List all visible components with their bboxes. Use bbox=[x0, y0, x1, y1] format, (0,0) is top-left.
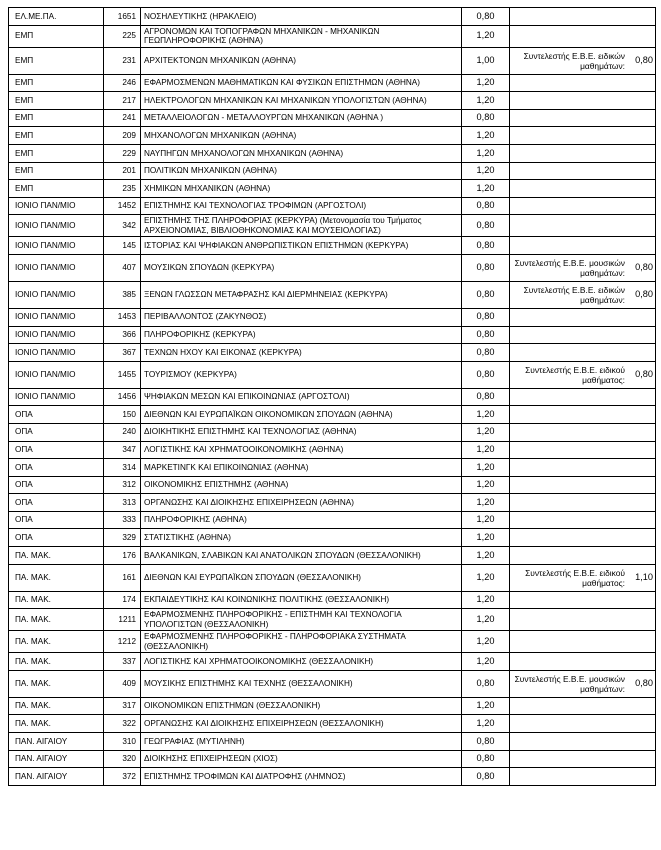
table-row bbox=[9, 237, 656, 255]
department-code-cell: 407 bbox=[104, 254, 141, 281]
table-row bbox=[9, 670, 656, 697]
department-name-cell: ΟΙΚΟΝΟΜΙΚΗΣ ΕΠΙΣΤΗΜΗΣ (ΑΘΗΝΑ) bbox=[141, 476, 462, 494]
table-row bbox=[9, 144, 656, 162]
department-code-cell: 201 bbox=[104, 162, 141, 180]
institution-cell: ΙΟΝΙΟ ΠΑΝ/ΜΙΟ bbox=[9, 237, 104, 255]
department-code-cell: 1212 bbox=[104, 631, 141, 653]
department-code-cell: 347 bbox=[104, 441, 141, 459]
department-name-cell: ΜΑΡΚΕΤΙΝΓΚ ΚΑΙ ΕΠΙΚΟΙΝΩΝΙΑΣ (ΑΘΗΝΑ) bbox=[141, 459, 462, 477]
special-coefficient-cell bbox=[510, 476, 656, 494]
special-coefficient-cell bbox=[510, 8, 656, 26]
institution-cell: ΕΛ.ΜΕ.ΠΑ. bbox=[9, 8, 104, 26]
coefficient-cell: 1,20 bbox=[462, 406, 510, 424]
department-code-cell: 320 bbox=[104, 750, 141, 768]
department-code-cell: 342 bbox=[104, 215, 141, 237]
special-coefficient-cell bbox=[510, 697, 656, 715]
special-coefficient-value: 0,80 bbox=[635, 54, 653, 65]
department-name-cell: ΙΣΤΟΡΙΑΣ ΚΑΙ ΨΗΦΙΑΚΩΝ ΑΝΘΡΩΠΙΣΤΙΚΩΝ ΕΠΙΣΤΗΜΩΝ (ΚΕΡΚΥΡΑ) bbox=[141, 237, 462, 255]
coefficient-cell: 1,20 bbox=[462, 476, 510, 494]
coefficient-cell: 1,20 bbox=[462, 494, 510, 512]
table-row bbox=[9, 547, 656, 565]
special-coefficient-value: 1,10 bbox=[635, 571, 653, 582]
table-row bbox=[9, 281, 656, 308]
department-code-cell: 317 bbox=[104, 697, 141, 715]
special-coefficient-note bbox=[512, 285, 653, 305]
table-row bbox=[9, 197, 656, 215]
institution-cell: ΠΑ. ΜΑΚ. bbox=[9, 697, 104, 715]
coefficient-cell: 0,80 bbox=[462, 388, 510, 406]
coefficient-cell: 1,20 bbox=[462, 697, 510, 715]
table-row bbox=[9, 361, 656, 388]
department-code-cell: 366 bbox=[104, 326, 141, 344]
institution-cell: ΟΠΑ bbox=[9, 511, 104, 529]
department-code-cell: 176 bbox=[104, 547, 141, 565]
department-name-cell: ΝΟΣΗΛΕΥΤΙΚΗΣ (ΗΡΑΚΛΕΙΟ) bbox=[141, 8, 462, 26]
institution-cell: ΠΑΝ. ΑΙΓΑΙΟΥ bbox=[9, 733, 104, 751]
coefficient-cell: 0,80 bbox=[462, 254, 510, 281]
special-coefficient-cell bbox=[510, 494, 656, 512]
special-coefficient-cell bbox=[510, 144, 656, 162]
department-name-cell: ΛΟΓΙΣΤΙΚΗΣ ΚΑΙ ΧΡΗΜΑΤΟΟΙΚΟΝΟΜΙΚΗΣ (ΘΕΣΣΑΛΟΝΙΚΗ) bbox=[141, 653, 462, 671]
table-row bbox=[9, 326, 656, 344]
institution-cell: ΙΟΝΙΟ ΠΑΝ/ΜΙΟ bbox=[9, 197, 104, 215]
institution-cell: ΙΟΝΙΟ ΠΑΝ/ΜΙΟ bbox=[9, 254, 104, 281]
department-name-cell: ΕΠΙΣΤΗΜΗΣ ΤΡΟΦΙΜΩΝ ΚΑΙ ΔΙΑΤΡΟΦΗΣ (ΛΗΜΝΟΣ) bbox=[141, 768, 462, 786]
table-row bbox=[9, 591, 656, 609]
institution-cell: ΟΠΑ bbox=[9, 423, 104, 441]
table-row bbox=[9, 750, 656, 768]
department-name-cell: ΧΗΜΙΚΩΝ ΜΗΧΑΝΙΚΩΝ (ΑΘΗΝΑ) bbox=[141, 180, 462, 198]
coefficient-cell: 1,20 bbox=[462, 180, 510, 198]
department-name-cell: ΔΙΟΙΚΗΣΗΣ ΕΠΙΧΕΙΡΗΣΕΩΝ (ΧΙΟΣ) bbox=[141, 750, 462, 768]
institution-cell: ΠΑΝ. ΑΙΓΑΙΟΥ bbox=[9, 768, 104, 786]
department-name-cell: ΠΛΗΡΟΦΟΡΙΚΗΣ (ΑΘΗΝΑ) bbox=[141, 511, 462, 529]
table-row bbox=[9, 92, 656, 110]
special-coefficient-label: Συντελεστής Ε.Β.Ε. μουσικών μαθημάτων: bbox=[514, 257, 625, 278]
department-code-cell: 240 bbox=[104, 423, 141, 441]
coefficient-cell: 1,20 bbox=[462, 162, 510, 180]
institution-cell: ΙΟΝΙΟ ΠΑΝ/ΜΙΟ bbox=[9, 215, 104, 237]
department-name-cell: ΣΤΑΤΙΣΤΙΚΗΣ (ΑΘΗΝΑ) bbox=[141, 529, 462, 547]
institution-cell: ΙΟΝΙΟ ΠΑΝ/ΜΙΟ bbox=[9, 361, 104, 388]
table-row bbox=[9, 8, 656, 26]
special-coefficient-cell bbox=[510, 733, 656, 751]
table-row bbox=[9, 564, 656, 591]
institution-cell: ΕΜΠ bbox=[9, 74, 104, 92]
department-code-cell: 246 bbox=[104, 74, 141, 92]
special-coefficient-cell bbox=[510, 47, 656, 74]
table-row bbox=[9, 768, 656, 786]
coefficient-cell: 0,80 bbox=[462, 361, 510, 388]
special-coefficient-cell bbox=[510, 344, 656, 362]
department-code-cell: 333 bbox=[104, 511, 141, 529]
department-name-cell: ΠΕΡΙΒΑΛΛΟΝΤΟΣ (ΖΑΚΥΝΘΟΣ) bbox=[141, 308, 462, 326]
special-coefficient-cell bbox=[510, 215, 656, 237]
coefficient-cell: 0,80 bbox=[462, 109, 510, 127]
department-code-cell: 337 bbox=[104, 653, 141, 671]
coefficient-cell: 1,20 bbox=[462, 92, 510, 110]
coefficient-cell: 1,20 bbox=[462, 441, 510, 459]
special-coefficient-cell bbox=[510, 653, 656, 671]
department-name-cell: ΜΟΥΣΙΚΗΣ ΕΠΙΣΤΗΜΗΣ ΚΑΙ ΤΕΧΝΗΣ (ΘΕΣΣΑΛΟΝΙΚΗ) bbox=[141, 670, 462, 697]
special-coefficient-cell bbox=[510, 127, 656, 145]
special-coefficient-value: 0,80 bbox=[635, 678, 653, 689]
department-code-cell: 145 bbox=[104, 237, 141, 255]
institution-cell: ΕΜΠ bbox=[9, 109, 104, 127]
table-row bbox=[9, 215, 656, 237]
special-coefficient-cell bbox=[510, 92, 656, 110]
institution-cell: ΕΜΠ bbox=[9, 162, 104, 180]
coefficient-cell: 1,20 bbox=[462, 74, 510, 92]
institution-cell: ΠΑ. ΜΑΚ. bbox=[9, 564, 104, 591]
department-name-cell: ΤΟΥΡΙΣΜΟΥ (ΚΕΡΚΥΡΑ) bbox=[141, 361, 462, 388]
coefficient-cell: 1,20 bbox=[462, 591, 510, 609]
table-row bbox=[9, 344, 656, 362]
coefficient-cell: 1,00 bbox=[462, 47, 510, 74]
institution-cell: ΠΑ. ΜΑΚ. bbox=[9, 670, 104, 697]
table-row bbox=[9, 25, 656, 47]
special-coefficient-cell bbox=[510, 459, 656, 477]
institution-cell: ΠΑ. ΜΑΚ. bbox=[9, 547, 104, 565]
special-coefficient-cell bbox=[510, 423, 656, 441]
special-coefficient-note bbox=[512, 674, 653, 694]
department-code-cell: 367 bbox=[104, 344, 141, 362]
table-row bbox=[9, 441, 656, 459]
special-coefficient-cell bbox=[510, 197, 656, 215]
special-coefficient-cell bbox=[510, 750, 656, 768]
special-coefficient-cell bbox=[510, 564, 656, 591]
coefficients-table bbox=[8, 7, 656, 786]
institution-cell: ΕΜΠ bbox=[9, 144, 104, 162]
coefficient-cell: 0,80 bbox=[462, 281, 510, 308]
special-coefficient-cell bbox=[510, 180, 656, 198]
institution-cell: ΟΠΑ bbox=[9, 476, 104, 494]
coefficient-cell: 1,20 bbox=[462, 423, 510, 441]
coefficient-cell: 0,80 bbox=[462, 8, 510, 26]
coefficient-cell: 1,20 bbox=[462, 511, 510, 529]
department-code-cell: 1455 bbox=[104, 361, 141, 388]
special-coefficient-cell bbox=[510, 254, 656, 281]
special-coefficient-cell bbox=[510, 441, 656, 459]
department-code-cell: 372 bbox=[104, 768, 141, 786]
department-name-cell: ΜΕΤΑΛΛΕΙΟΛΟΓΩΝ - ΜΕΤΑΛΛΟΥΡΓΩΝ ΜΗΧΑΝΙΚΩΝ (ΑΘΗΝΑ ) bbox=[141, 109, 462, 127]
special-coefficient-label: Συντελεστής Ε.Β.Ε. ειδικών μαθημάτων: bbox=[523, 50, 625, 71]
special-coefficient-cell bbox=[510, 670, 656, 697]
department-name-cell: ΗΛΕΚΤΡΟΛΟΓΩΝ ΜΗΧΑΝΙΚΩΝ ΚΑΙ ΜΗΧΑΝΙΚΩΝ ΥΠΟΛΟΓΙΣΤΩΝ (ΑΘΗΝΑ) bbox=[141, 92, 462, 110]
special-coefficient-label: Συντελεστής Ε.Β.Ε. ειδικών μαθημάτων: bbox=[523, 284, 625, 305]
institution-cell: ΠΑ. ΜΑΚ. bbox=[9, 609, 104, 631]
table-row bbox=[9, 180, 656, 198]
table-row bbox=[9, 631, 656, 653]
department-code-cell: 312 bbox=[104, 476, 141, 494]
department-code-cell: 1452 bbox=[104, 197, 141, 215]
institution-cell: ΙΟΝΙΟ ΠΑΝ/ΜΙΟ bbox=[9, 308, 104, 326]
department-name-cell: ΠΛΗΡΟΦΟΡΙΚΗΣ (ΚΕΡΚΥΡΑ) bbox=[141, 326, 462, 344]
coefficient-cell: 1,20 bbox=[462, 144, 510, 162]
table-row bbox=[9, 74, 656, 92]
institution-cell: ΟΠΑ bbox=[9, 406, 104, 424]
department-code-cell: 174 bbox=[104, 591, 141, 609]
table-row bbox=[9, 715, 656, 733]
department-name-cell: ΕΦΑΡΜΟΣΜΕΝΩΝ ΜΑΘΗΜΑΤΙΚΩΝ ΚΑΙ ΦΥΣΙΚΩΝ ΕΠΙΣΤΗΜΩΝ (ΑΘΗΝΑ) bbox=[141, 74, 462, 92]
special-coefficient-note bbox=[512, 51, 653, 71]
department-name-cell: ΟΙΚΟΝΟΜΙΚΩΝ ΕΠΙΣΤΗΜΩΝ (ΘΕΣΣΑΛΟΝΙΚΗ) bbox=[141, 697, 462, 715]
institution-cell: ΠΑ. ΜΑΚ. bbox=[9, 591, 104, 609]
coefficient-cell: 1,20 bbox=[462, 547, 510, 565]
department-name-cell: ΜΗΧΑΝΟΛΟΓΩΝ ΜΗΧΑΝΙΚΩΝ (ΑΘΗΝΑ) bbox=[141, 127, 462, 145]
special-coefficient-cell bbox=[510, 361, 656, 388]
special-coefficient-cell bbox=[510, 609, 656, 631]
department-name-cell: ΜΟΥΣΙΚΩΝ ΣΠΟΥΔΩΝ (ΚΕΡΚΥΡΑ) bbox=[141, 254, 462, 281]
special-coefficient-cell bbox=[510, 631, 656, 653]
institution-cell: ΟΠΑ bbox=[9, 529, 104, 547]
department-name-cell: ΔΙΕΘΝΩΝ ΚΑΙ ΕΥΡΩΠΑΪΚΩΝ ΣΠΟΥΔΩΝ (ΘΕΣΣΑΛΟΝΙΚΗ) bbox=[141, 564, 462, 591]
special-coefficient-cell bbox=[510, 715, 656, 733]
special-coefficient-cell bbox=[510, 308, 656, 326]
table-row bbox=[9, 109, 656, 127]
table-row bbox=[9, 423, 656, 441]
department-code-cell: 1211 bbox=[104, 609, 141, 631]
special-coefficient-cell bbox=[510, 591, 656, 609]
department-code-cell: 217 bbox=[104, 92, 141, 110]
special-coefficient-cell bbox=[510, 281, 656, 308]
department-name-cell: ΕΦΑΡΜΟΣΜΕΝΗΣ ΠΛΗΡΟΦΟΡΙΚΗΣ - ΕΠΙΣΤΗΜΗ ΚΑΙ ΤΕΧΝΟΛΟΓΙΑ ΥΠΟΛΟΓΙΣΤΩΝ (ΘΕΣΣΑΛΟΝΙΚΗ) bbox=[141, 609, 462, 631]
institution-cell: ΠΑ. ΜΑΚ. bbox=[9, 631, 104, 653]
institution-cell: ΟΠΑ bbox=[9, 459, 104, 477]
institution-cell: ΕΜΠ bbox=[9, 127, 104, 145]
department-name-cell: ΕΚΠΑΙΔΕΥΤΙΚΗΣ ΚΑΙ ΚΟΙΝΩΝΙΚΗΣ ΠΟΛΙΤΙΚΗΣ (ΘΕΣΣΑΛΟΝΙΚΗ) bbox=[141, 591, 462, 609]
table-row bbox=[9, 653, 656, 671]
coefficient-cell: 0,80 bbox=[462, 670, 510, 697]
special-coefficient-label: Συντελεστής Ε.Β.Ε. ειδικού μαθήματος: bbox=[525, 567, 625, 588]
coefficient-cell: 0,80 bbox=[462, 733, 510, 751]
institution-cell: ΙΟΝΙΟ ΠΑΝ/ΜΙΟ bbox=[9, 388, 104, 406]
table-row bbox=[9, 47, 656, 74]
special-coefficient-cell bbox=[510, 529, 656, 547]
table-row bbox=[9, 308, 656, 326]
department-name-cell: ΕΠΙΣΤΗΜΗΣ ΤΗΣ ΠΛΗΡΟΦΟΡΙΑΣ (ΚΕΡΚΥΡΑ) (Μετονομασία του Τμήματος ΑΡΧΕΙΟΝΟΜΙΑΣ, ΒΙΒΛΙΟΘΗΚΟΝΟΜΙΑΣ ΚΑΙ ΜΟΥΣΕΙΟΛΟΓΙΑΣ) bbox=[141, 215, 462, 237]
table-row bbox=[9, 733, 656, 751]
table-row bbox=[9, 459, 656, 477]
table-row bbox=[9, 609, 656, 631]
special-coefficient-cell bbox=[510, 109, 656, 127]
department-code-cell: 322 bbox=[104, 715, 141, 733]
special-coefficient-cell bbox=[510, 768, 656, 786]
special-coefficient-cell bbox=[510, 511, 656, 529]
department-name-cell: ΠΟΛΙΤΙΚΩΝ ΜΗΧΑΝΙΚΩΝ (ΑΘΗΝΑ) bbox=[141, 162, 462, 180]
coefficient-cell: 0,80 bbox=[462, 750, 510, 768]
coefficient-cell: 0,80 bbox=[462, 326, 510, 344]
coefficient-cell: 1,20 bbox=[462, 25, 510, 47]
table-row bbox=[9, 127, 656, 145]
department-code-cell: 314 bbox=[104, 459, 141, 477]
table-row bbox=[9, 494, 656, 512]
special-coefficient-value: 0,80 bbox=[635, 262, 653, 273]
table-row bbox=[9, 254, 656, 281]
institution-cell: ΙΟΝΙΟ ΠΑΝ/ΜΙΟ bbox=[9, 344, 104, 362]
institution-cell: ΕΜΠ bbox=[9, 180, 104, 198]
department-code-cell: 1453 bbox=[104, 308, 141, 326]
institution-cell: ΕΜΠ bbox=[9, 25, 104, 47]
special-coefficient-value: 0,80 bbox=[635, 289, 653, 300]
department-name-cell: ΔΙΟΙΚΗΤΙΚΗΣ ΕΠΙΣΤΗΜΗΣ ΚΑΙ ΤΕΧΝΟΛΟΓΙΑΣ (ΑΘΗΝΑ) bbox=[141, 423, 462, 441]
coefficient-cell: 0,80 bbox=[462, 768, 510, 786]
department-code-cell: 235 bbox=[104, 180, 141, 198]
department-name-cell: ΕΦΑΡΜΟΣΜΕΝΗΣ ΠΛΗΡΟΦΟΡΙΚΗΣ - ΠΛΗΡΟΦΟΡΙΑΚΑ ΣΥΣΤΗΜΑΤΑ (ΘΕΣΣΑΛΟΝΙΚΗ) bbox=[141, 631, 462, 653]
coefficient-cell: 1,20 bbox=[462, 564, 510, 591]
department-name-cell: ΕΠΙΣΤΗΜΗΣ ΚΑΙ ΤΕΧΝΟΛΟΓΙΑΣ ΤΡΟΦΙΜΩΝ (ΑΡΓΟΣΤΟΛΙ) bbox=[141, 197, 462, 215]
department-code-cell: 1456 bbox=[104, 388, 141, 406]
department-name-cell: ΛΟΓΙΣΤΙΚΗΣ ΚΑΙ ΧΡΗΜΑΤΟΟΙΚΟΝΟΜΙΚΗΣ (ΑΘΗΝΑ) bbox=[141, 441, 462, 459]
coefficient-cell: 1,20 bbox=[462, 715, 510, 733]
special-coefficient-cell bbox=[510, 388, 656, 406]
department-code-cell: 150 bbox=[104, 406, 141, 424]
special-coefficient-label: Συντελεστής Ε.Β.Ε. ειδικού μαθήματος: bbox=[525, 364, 625, 385]
department-name-cell: ΝΑΥΠΗΓΩΝ ΜΗΧΑΝΟΛΟΓΩΝ ΜΗΧΑΝΙΚΩΝ (ΑΘΗΝΑ) bbox=[141, 144, 462, 162]
department-name-cell: ΨΗΦΙΑΚΩΝ ΜΕΣΩΝ ΚΑΙ ΕΠΙΚΟΙΝΩΝΙΑΣ (ΑΡΓΟΣΤΟΛΙ) bbox=[141, 388, 462, 406]
special-coefficient-cell bbox=[510, 547, 656, 565]
institution-cell: ΙΟΝΙΟ ΠΑΝ/ΜΙΟ bbox=[9, 281, 104, 308]
table-row bbox=[9, 697, 656, 715]
department-name-cell: ΤΕΧΝΩΝ ΗΧΟΥ ΚΑΙ ΕΙΚΟΝΑΣ (ΚΕΡΚΥΡΑ) bbox=[141, 344, 462, 362]
institution-cell: ΠΑ. ΜΑΚ. bbox=[9, 715, 104, 733]
institution-cell: ΠΑ. ΜΑΚ. bbox=[9, 653, 104, 671]
department-code-cell: 229 bbox=[104, 144, 141, 162]
table-row bbox=[9, 529, 656, 547]
coefficient-cell: 0,80 bbox=[462, 237, 510, 255]
coefficient-cell: 1,20 bbox=[462, 127, 510, 145]
department-code-cell: 241 bbox=[104, 109, 141, 127]
table-row bbox=[9, 388, 656, 406]
coefficient-cell: 1,20 bbox=[462, 653, 510, 671]
special-coefficient-cell bbox=[510, 74, 656, 92]
coefficient-cell: 1,20 bbox=[462, 529, 510, 547]
special-coefficient-cell bbox=[510, 406, 656, 424]
institution-cell: ΟΠΑ bbox=[9, 494, 104, 512]
coefficient-cell: 0,80 bbox=[462, 215, 510, 237]
table-row bbox=[9, 406, 656, 424]
special-coefficient-note bbox=[512, 568, 653, 588]
department-name-cell: ΔΙΕΘΝΩΝ ΚΑΙ ΕΥΡΩΠΑΪΚΩΝ ΟΙΚΟΝΟΜΙΚΩΝ ΣΠΟΥΔΩΝ (ΑΘΗΝΑ) bbox=[141, 406, 462, 424]
department-name-cell: ΓΕΩΓΡΑΦΙΑΣ (ΜΥΤΙΛΗΝΗ) bbox=[141, 733, 462, 751]
department-code-cell: 409 bbox=[104, 670, 141, 697]
institution-cell: ΙΟΝΙΟ ΠΑΝ/ΜΙΟ bbox=[9, 326, 104, 344]
institution-cell: ΟΠΑ bbox=[9, 441, 104, 459]
special-coefficient-value: 0,80 bbox=[635, 368, 653, 379]
department-code-cell: 209 bbox=[104, 127, 141, 145]
table-row bbox=[9, 476, 656, 494]
special-coefficient-cell bbox=[510, 237, 656, 255]
special-coefficient-cell bbox=[510, 326, 656, 344]
table-row bbox=[9, 162, 656, 180]
special-coefficient-cell bbox=[510, 25, 656, 47]
special-coefficient-cell bbox=[510, 162, 656, 180]
department-code-cell: 161 bbox=[104, 564, 141, 591]
special-coefficient-label: Συντελεστής Ε.Β.Ε. μουσικών μαθημάτων: bbox=[514, 673, 625, 694]
coefficient-cell: 1,20 bbox=[462, 609, 510, 631]
department-code-cell: 329 bbox=[104, 529, 141, 547]
coefficient-cell: 1,20 bbox=[462, 631, 510, 653]
department-code-cell: 313 bbox=[104, 494, 141, 512]
coefficient-cell: 0,80 bbox=[462, 344, 510, 362]
department-name-cell: ΑΓΡΟΝΟΜΩΝ ΚΑΙ ΤΟΠΟΓΡΑΦΩΝ ΜΗΧΑΝΙΚΩΝ - ΜΗΧΑΝΙΚΩΝ ΓΕΩΠΛΗΡΟΦΟΡΙΚΗΣ (ΑΘΗΝΑ) bbox=[141, 25, 462, 47]
department-code-cell: 1651 bbox=[104, 8, 141, 26]
coefficient-cell: 0,80 bbox=[462, 308, 510, 326]
department-name-cell: ΑΡΧΙΤΕΚΤΟΝΩΝ ΜΗΧΑΝΙΚΩΝ (ΑΘΗΝΑ) bbox=[141, 47, 462, 74]
special-coefficient-note bbox=[512, 365, 653, 385]
department-name-cell: ΟΡΓΑΝΩΣΗΣ ΚΑΙ ΔΙΟΙΚΗΣΗΣ ΕΠΙΧΕΙΡΗΣΕΩΝ (ΘΕΣΣΑΛΟΝΙΚΗ) bbox=[141, 715, 462, 733]
institution-cell: ΕΜΠ bbox=[9, 47, 104, 74]
institution-cell: ΕΜΠ bbox=[9, 92, 104, 110]
department-code-cell: 385 bbox=[104, 281, 141, 308]
department-code-cell: 310 bbox=[104, 733, 141, 751]
coefficient-cell: 0,80 bbox=[462, 197, 510, 215]
department-name-cell: ΒΑΛΚΑΝΙΚΩΝ, ΣΛΑΒΙΚΩΝ ΚΑΙ ΑΝΑΤΟΛΙΚΩΝ ΣΠΟΥΔΩΝ (ΘΕΣΣΑΛΟΝΙΚΗ) bbox=[141, 547, 462, 565]
coefficient-cell: 1,20 bbox=[462, 459, 510, 477]
department-name-cell: ΞΕΝΩΝ ΓΛΩΣΣΩΝ ΜΕΤΑΦΡΑΣΗΣ ΚΑΙ ΔΙΕΡΜΗΝΕΙΑΣ (ΚΕΡΚΥΡΑ) bbox=[141, 281, 462, 308]
special-coefficient-note bbox=[512, 258, 653, 278]
table-row bbox=[9, 511, 656, 529]
department-code-cell: 231 bbox=[104, 47, 141, 74]
department-code-cell: 225 bbox=[104, 25, 141, 47]
institution-cell: ΠΑΝ. ΑΙΓΑΙΟΥ bbox=[9, 750, 104, 768]
department-name-cell: ΟΡΓΑΝΩΣΗΣ ΚΑΙ ΔΙΟΙΚΗΣΗΣ ΕΠΙΧΕΙΡΗΣΕΩΝ (ΑΘΗΝΑ) bbox=[141, 494, 462, 512]
